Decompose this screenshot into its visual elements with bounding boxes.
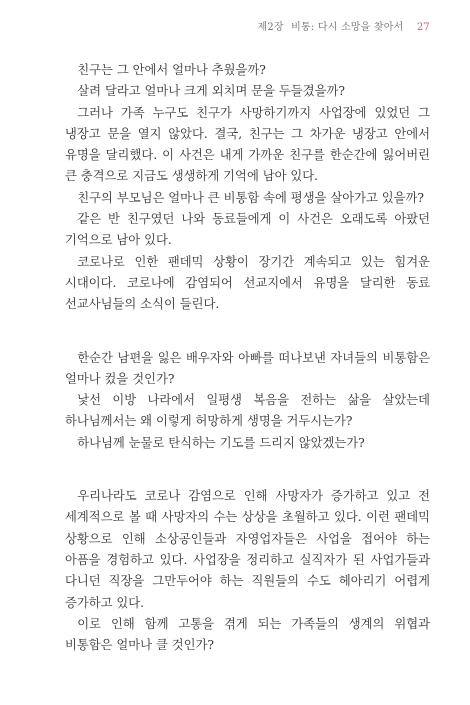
paragraph: 하나님께 눈물로 탄식하는 기도를 드리지 않았겠는가?: [77, 435, 365, 450]
paragraph: 한순간 남편을 잃은 배우자와 아빠를 떠나보낸 자녀들의 비통함은 얼마나 컸을 것인가?: [65, 350, 430, 386]
paragraph: 친구의 부모님은 얼마나 큰 비통함 속에 평생을 살아가고 있을까?: [77, 190, 425, 205]
paragraph: 낯선 이방 나라에서 일평생 복음을 전하는 삶을 살았는데 하나님께서는 왜 이렇게 허망하게 생명을 거두시는가?: [65, 393, 430, 429]
chapter-label: 제2장: [257, 22, 284, 33]
running-header: [257, 18, 430, 33]
paragraph: 그러나 가족 누구도 친구가 사망하기까지 사업장에 있었던 그 냉장고 문을 열지 않았다. 결국, 친구는 그 차가운 냉장고 안에서 유명을 달리했다. 이 사건은 내게 가까운 친구를 한순간에 잃어버린 큰 충격으로 지금도 생생하게 기억에 남아 있다.: [65, 105, 430, 184]
chapter-title: 비통: 다시 소망을 찾아서: [291, 22, 404, 33]
page-number: 27: [416, 22, 430, 33]
paragraph: 살려 달라고 얼마나 크게 외치며 문을 두들겼을까?: [77, 84, 345, 99]
body-text: [65, 60, 430, 656]
paragraph: 친구는 그 안에서 얼마나 추웠을까?: [77, 63, 266, 77]
paragraph: 이로 인해 함께 고통을 겪게 되는 가족들의 생계의 위협과 비통함은 얼마나 클 것인가?: [65, 616, 430, 653]
section-break: [65, 454, 430, 486]
paragraph: 우리나라도 코로나 감염으로 인해 사망자가 증가하고 있고 전 세계적으로 볼 때 사망자의 수는 상상을 초월하고 있다. 이런 팬데믹 상황으로 인해 소상공인들과 자영업자들은 사업을 접어야 하는 아픔을 경험하고 있다. 사업장을 정리하고 실직자가 된 사업가들과 다니던 직장을 그만두어야 하는 직원들의 수도 헤아리기 어렵게 증가하고 있다.: [65, 489, 430, 610]
paragraph: 코로나로 인한 팬데믹 상황이 장기간 계속되고 있는 힘겨운 시대이다. 코로나에 감염되어 선교지에서 유명을 달리한 동료 선교사님들의 소식이 들린다.: [65, 254, 430, 312]
section-break: [65, 316, 430, 348]
paragraph: 같은 반 친구였던 나와 동료들에게 이 사건은 오래도록 아팠던 기억으로 남아 있다.: [65, 212, 430, 248]
